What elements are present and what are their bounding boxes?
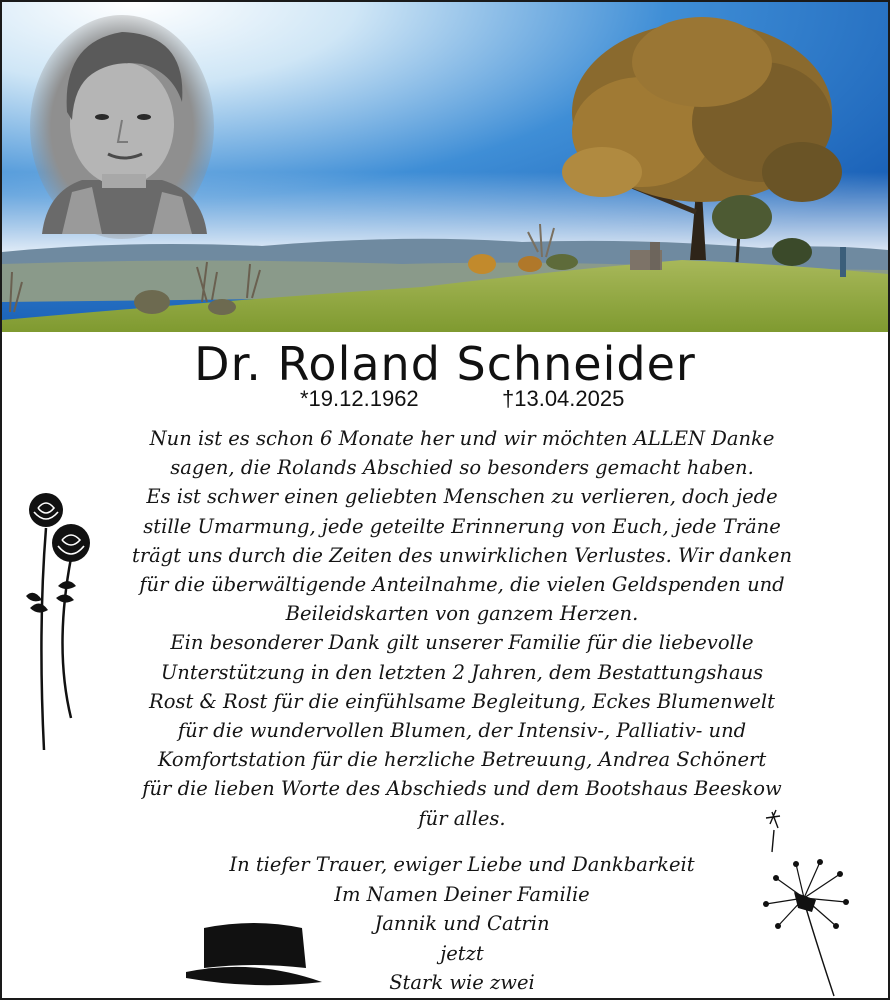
message-line: Nun ist es schon 6 Monate her und wir möchten ALLEN Danke [149,427,775,450]
header-photo-banner [2,2,888,332]
closing-line: jetzt [440,941,484,965]
hat-icon [184,920,324,997]
message-line: Es ist schwer einen geliebten Menschen zu verlieren, doch jede [146,485,778,509]
message-line: für die lieben Worte des Abschieds und dem Bootshaus Beeskow [142,777,782,801]
deceased-name: Dr. Roland Schneider [194,337,696,391]
closing-line: Stark wie zwei [389,971,535,994]
signatories: Jannik und Catrin [374,912,550,935]
message-line: für die überwältigende Anteilnahme, die vielen Geldspenden und [139,573,785,597]
message-line: für alles. [418,806,506,830]
message-line: sagen, die Rolands Abschied so besonders gemacht haben. [170,456,754,480]
message-line: trägt uns durch die Zeiten des unwirklichen Verlustes. Wir danken [131,543,793,567]
message-line: Rost & Rost für die einfühlsame Begleitung, Eckes Blumenwelt [149,689,775,713]
closing-line: In tiefer Trauer, ewiger Liebe und Dankbarkeit [229,853,695,876]
message-line: für die wundervollen Blumen, der Intensiv-, Palliativ- und [177,719,747,743]
thank-you-message [92,424,832,833]
message-line: Ein besonderer Dank gilt unserer Familie für die liebevolle [170,631,754,655]
death-date: †13.04.2025 [502,386,625,411]
closing-line: Im Namen Deiner Familie [334,882,590,906]
message-line: Komfortstation für die herzliche Betreuung, Andrea Schönert [157,748,767,772]
message-line: Beileidskarten von ganzem Herzen. [285,602,639,626]
message-line: stille Umarmung, jede geteilte Erinnerung von Euch, jede Träne [143,514,781,538]
roses-icon [16,488,96,758]
dandelion-icon [756,808,856,1000]
message-line: Unterstützung in den letzten 2 Jahren, dem Bestattungshaus [160,660,764,684]
birth-date: *19.12.1962 [300,386,419,411]
